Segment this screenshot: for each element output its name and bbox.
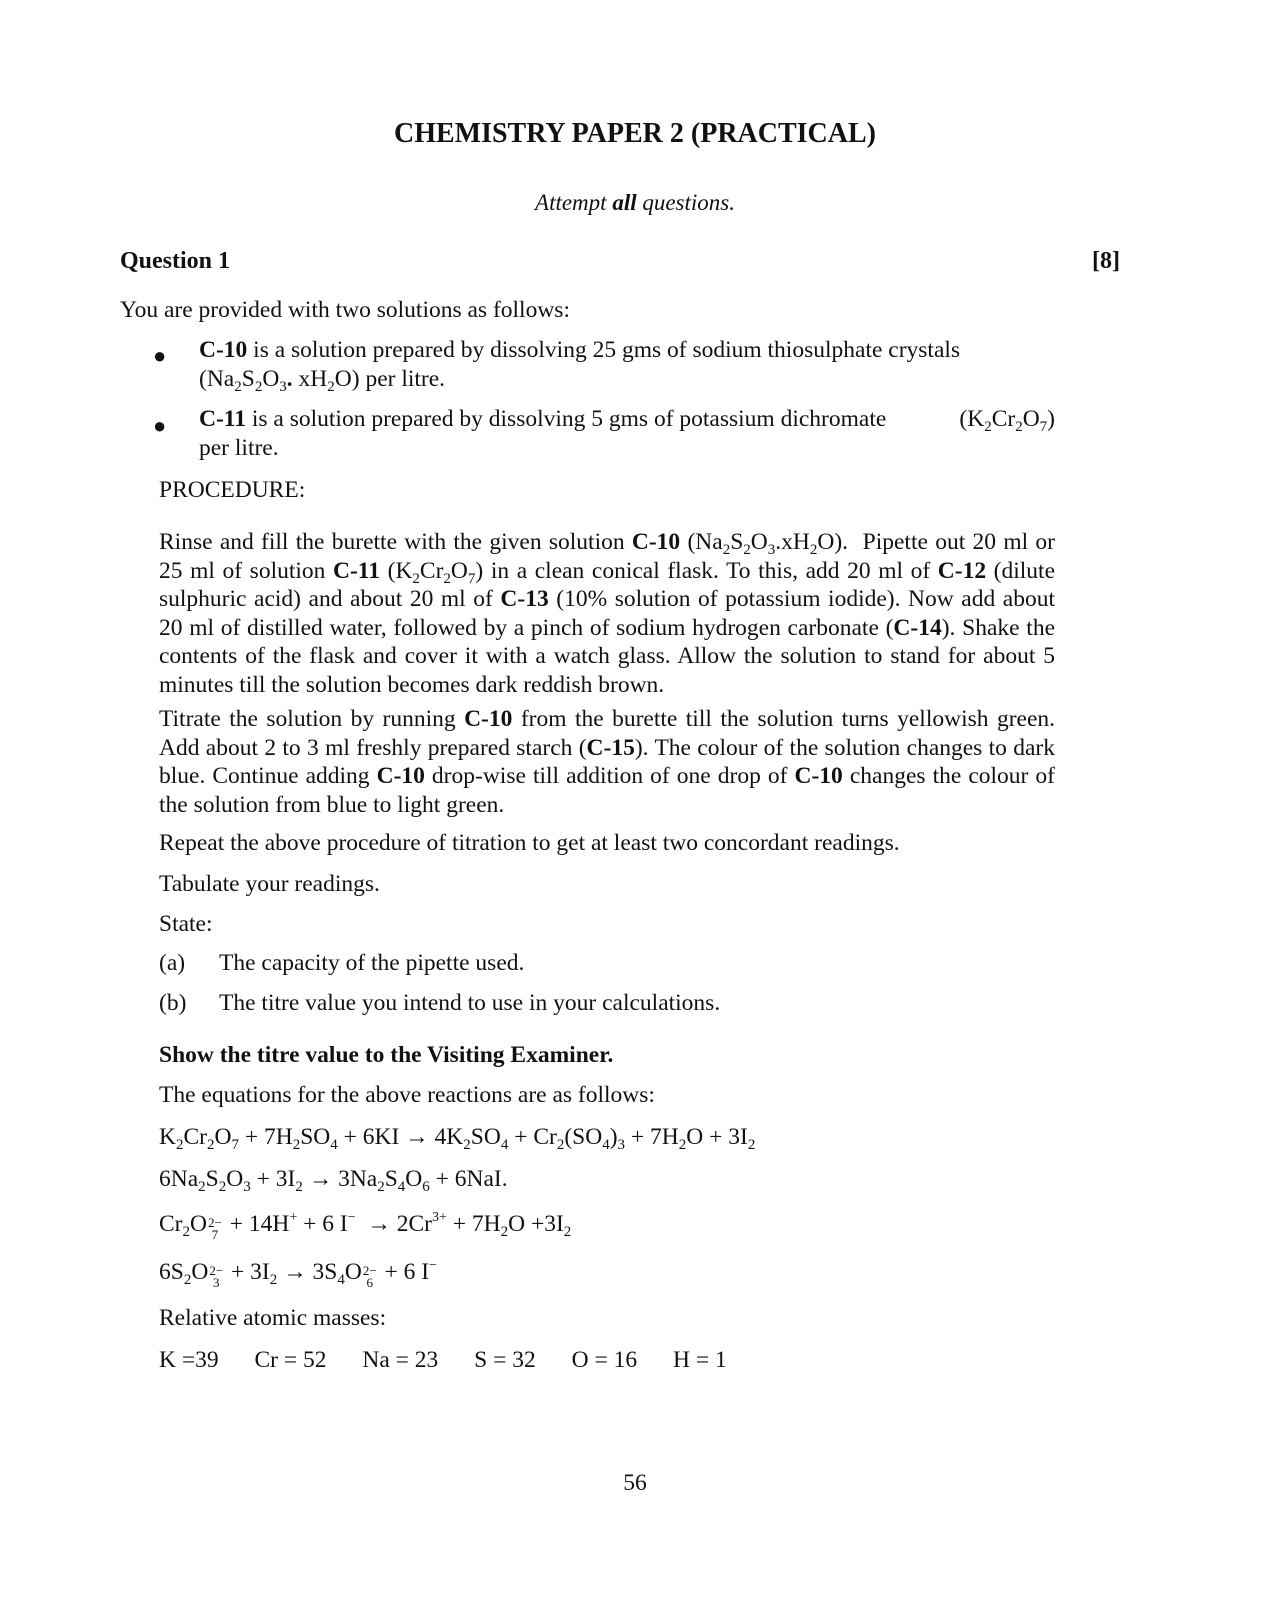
- bullet-icon: ●: [153, 343, 167, 368]
- state-text: State:: [159, 911, 213, 937]
- mass-o: O = 16: [571, 1347, 638, 1373]
- instruction-pre: Attempt: [535, 190, 613, 215]
- solution-per-litre: per litre.: [365, 365, 446, 392]
- atomic-masses: [159, 1346, 757, 1374]
- item-label: (a): [159, 950, 186, 976]
- solution-code: C-10: [199, 337, 248, 363]
- equation-3: $Cr_2O$ 2− 7 + 14H+ + 6 $I^- \to 2Cr^{3+} + 7H_2O +3I_2$: [159, 1210, 572, 1242]
- instruction-bold: all: [612, 190, 637, 215]
- page-title: CHEMISTRY PAPER 2 (PRACTICAL): [393, 118, 876, 149]
- equations-intro: The equations for the above reactions are as follows:: [159, 1082, 655, 1108]
- mass-h: H = 1: [672, 1347, 727, 1373]
- repeat-text: Repeat the above procedure of titration to get at least two concordant readings.: [159, 830, 900, 856]
- item-text: The capacity of the pipette used.: [219, 950, 525, 976]
- solution-c11: [199, 405, 1055, 462]
- procedure-paragraph-2: Titrate the solution by running C-10 from the burette till the solution turns yellowish green. Add about 2 to 3 ml freshly prepared starch (C-15). The colour of the solution changes to dark blue. Continue adding C-10 drop-wise till addition of one drop of C-10 changes the colour of the solution from blue to light green.: [159, 706, 1056, 818]
- solution-text: is a solution prepared by dissolving 5 gms of potassium dichromate: [246, 406, 887, 432]
- equation-4: $6S_2O$ 2− 3 + $3I_2 \to 3S_4O$ 2− 6 + 6 I−: [159, 1258, 438, 1290]
- procedure-paragraph-1: Rinse and fill the burette with the given solution C-10 $(Na_2S_2O_3.xH_2O)$. Pipette out 20 ml or 25 ml of solution C-11 $(K_2Cr_2O_7)$ in a clean conical flask. To this, add 20 ml of C-12 (dilute sulphuric acid) and about 20 ml of C-13 (10% solution of potassium iodide). Now add about 20 ml of distilled water, followed by a pinch of sodium hydrogen carbonate (C-14). Shake the contents of the flask and cover it with a watch glass. Allow the solution to stand for about 5 minutes till the solution becomes dark reddish brown.: [159, 529, 1056, 698]
- solution-per-litre: per litre.: [199, 434, 279, 461]
- equation-2: $6Na_2S_2O_3 + 3I_2 \to 3Na_2S_4O_6 + 6NaI$.: [159, 1166, 508, 1195]
- item-label: (b): [159, 990, 187, 1016]
- mass-cr: Cr = 52: [254, 1347, 327, 1373]
- question-label: Question 1: [120, 248, 231, 274]
- mass-s: S = 32: [474, 1347, 536, 1373]
- mass-k: K =39: [159, 1347, 219, 1373]
- question-marks: [8]: [1092, 248, 1120, 274]
- solution-formula: ($Na_2S_2O_3$. $xH_2O$): [199, 365, 366, 395]
- bullet-icon: ●: [153, 413, 167, 438]
- tabulate-text: Tabulate your readings.: [159, 871, 380, 897]
- solution-formula: $(K_2Cr_2O_7)$: [959, 406, 1055, 435]
- masses-heading: Relative atomic masses:: [159, 1305, 387, 1331]
- solution-code: C-11: [199, 406, 246, 432]
- intro-text: You are provided with two solutions as follows:: [120, 297, 570, 323]
- page-number: 56: [623, 1470, 647, 1496]
- instruction-line: [0, 190, 1270, 216]
- solution-c10: [199, 336, 1055, 393]
- show-examiner-text: Show the titre value to the Visiting Examiner.: [159, 1042, 614, 1068]
- mass-na: Na = 23: [362, 1347, 439, 1373]
- equation-1: $K_2Cr_2O_7 + 7H_2SO_4 + 6KI \to 4K_2SO_4 + Cr_2(SO_4)_3 + 7H_2O + 3I_2$: [159, 1124, 756, 1153]
- item-text: The titre value you intend to use in your calculations.: [219, 990, 721, 1016]
- procedure-heading: PROCEDURE:: [159, 477, 306, 503]
- solution-text: is a solution prepared by dissolving 25 gms of sodium thiosulphate crystals: [247, 337, 961, 363]
- instruction-post: questions.: [636, 190, 735, 215]
